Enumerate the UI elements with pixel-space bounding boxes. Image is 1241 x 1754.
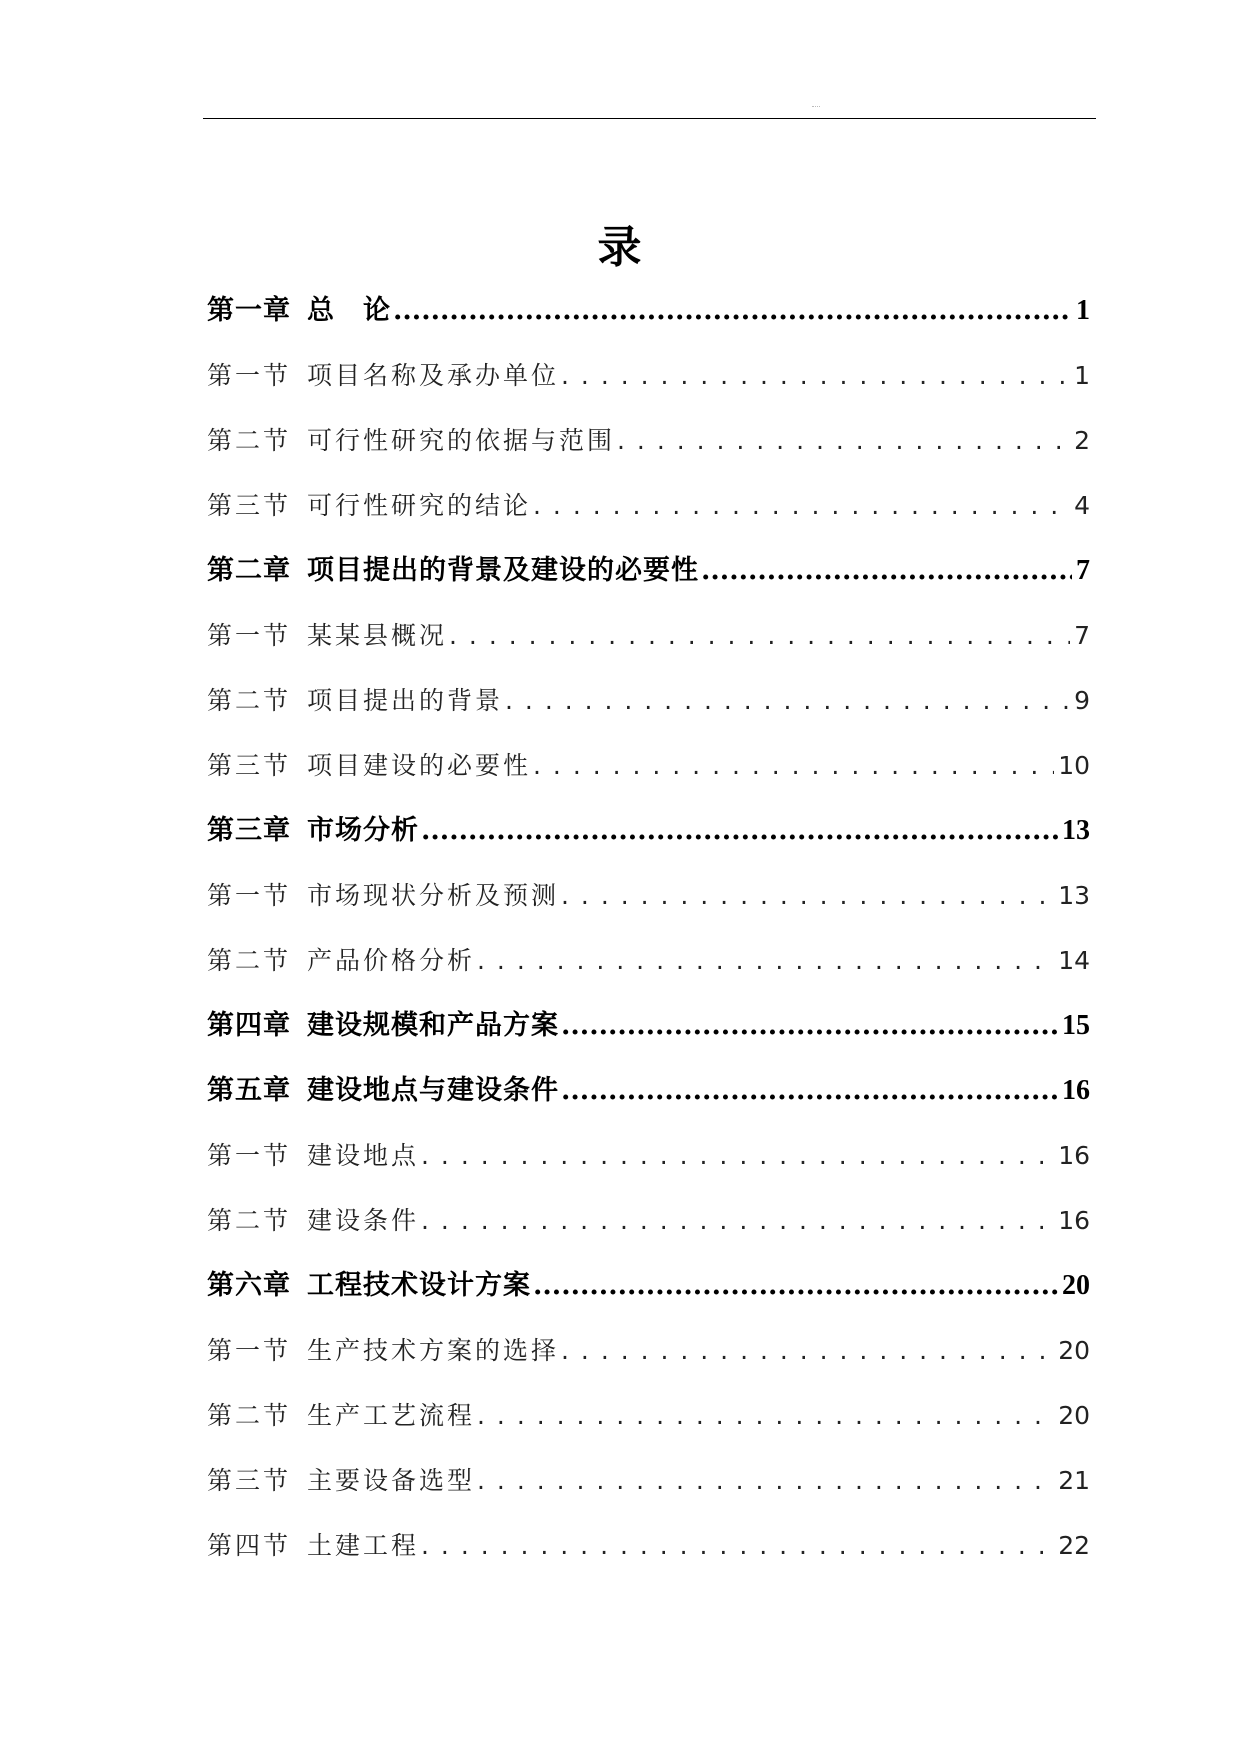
toc-page-number: 1 bbox=[1074, 361, 1090, 390]
toc-page-number: 20 bbox=[1058, 1336, 1090, 1365]
toc-entry-label bbox=[207, 603, 447, 668]
toc-entry-label bbox=[207, 538, 699, 603]
toc-chapter-entry[interactable] bbox=[207, 538, 1090, 603]
toc-entry-title: 市场分析 bbox=[307, 815, 419, 846]
toc-entry-title: 某某县概况 bbox=[307, 621, 448, 650]
toc-page-number: 15 bbox=[1062, 1010, 1090, 1041]
toc-dot-leader bbox=[561, 343, 1070, 408]
toc-dot-leader bbox=[533, 733, 1054, 798]
toc-entry-label bbox=[207, 1513, 419, 1578]
toc-entry-number: 第二节 bbox=[207, 686, 292, 715]
toc-entry-title: 生产技术方案的选择 bbox=[307, 1336, 560, 1365]
toc-entry-number: 第一节 bbox=[207, 881, 292, 910]
toc-page-number: 20 bbox=[1062, 1270, 1090, 1301]
toc-entry-number: 第三节 bbox=[207, 1466, 292, 1495]
toc-section-entry[interactable] bbox=[207, 408, 1090, 473]
toc-entry-label bbox=[207, 928, 475, 993]
toc-chapter-entry[interactable] bbox=[207, 993, 1090, 1058]
toc-section-entry[interactable] bbox=[207, 733, 1090, 798]
toc-entry-label bbox=[207, 1123, 419, 1188]
toc-page-number: 1 bbox=[1076, 295, 1090, 326]
toc-entry-title: 建设规模和产品方案 bbox=[307, 1010, 559, 1041]
toc-entry-title: 项目提出的背景及建设的必要性 bbox=[307, 555, 699, 586]
toc-entry-label bbox=[207, 733, 531, 798]
toc-page-number: 10 bbox=[1058, 751, 1090, 780]
toc-page-number: 14 bbox=[1058, 946, 1090, 975]
toc-entry-number: 第一节 bbox=[207, 621, 292, 650]
toc-dot-leader bbox=[477, 1383, 1054, 1448]
toc-entry-label bbox=[207, 863, 559, 928]
toc-entry-label bbox=[207, 343, 559, 408]
toc-entry-number: 第一章 bbox=[207, 295, 291, 326]
toc-entry-number: 第二节 bbox=[207, 1401, 292, 1430]
toc-dot-leader bbox=[561, 993, 1058, 1058]
toc-page-number: 9 bbox=[1074, 686, 1090, 715]
toc-entry-label bbox=[207, 1253, 531, 1318]
toc-entry-title: 项目建设的必要性 bbox=[307, 751, 532, 780]
toc-entry-number: 第一节 bbox=[207, 1141, 292, 1170]
toc-entry-number: 第二节 bbox=[207, 426, 292, 455]
toc-page-number: 13 bbox=[1058, 881, 1090, 910]
toc-section-entry[interactable] bbox=[207, 668, 1090, 733]
toc-entry-label bbox=[207, 1318, 559, 1383]
toc-entry-label bbox=[207, 473, 531, 538]
toc-entry-number: 第六章 bbox=[207, 1270, 291, 1301]
toc-entry-label bbox=[207, 1448, 475, 1513]
toc-entry-label bbox=[207, 993, 559, 1058]
toc-dot-leader bbox=[561, 863, 1054, 928]
toc-section-entry[interactable] bbox=[207, 343, 1090, 408]
toc-entry-title: 可行性研究的结论 bbox=[307, 491, 532, 520]
toc-section-entry[interactable] bbox=[207, 1318, 1090, 1383]
toc-page-number: 16 bbox=[1058, 1206, 1090, 1235]
toc-entry-number: 第四节 bbox=[207, 1531, 292, 1560]
toc-entry-title: 产品价格分析 bbox=[307, 946, 476, 975]
header-mark bbox=[812, 106, 820, 108]
toc-section-entry[interactable] bbox=[207, 863, 1090, 928]
toc-section-entry[interactable] bbox=[207, 603, 1090, 668]
toc-section-entry[interactable] bbox=[207, 1448, 1090, 1513]
toc-page-number: 16 bbox=[1062, 1075, 1090, 1106]
toc-dot-leader bbox=[617, 408, 1070, 473]
toc-dot-leader bbox=[561, 1318, 1054, 1383]
toc-entry-number: 第三节 bbox=[207, 491, 292, 520]
toc-entry-title: 工程技术设计方案 bbox=[307, 1270, 531, 1301]
toc-entry-title: 建设地点 bbox=[307, 1141, 420, 1170]
toc-dot-leader bbox=[393, 278, 1072, 343]
toc-page-number: 7 bbox=[1076, 555, 1090, 586]
toc-page-number: 16 bbox=[1058, 1141, 1090, 1170]
toc-section-entry[interactable] bbox=[207, 1188, 1090, 1253]
toc-entry-number: 第二节 bbox=[207, 946, 292, 975]
toc-entry-title: 生产工艺流程 bbox=[307, 1401, 476, 1430]
toc-entry-title: 可行性研究的依据与范围 bbox=[307, 426, 616, 455]
toc-section-entry[interactable] bbox=[207, 1383, 1090, 1448]
toc-dot-leader bbox=[561, 1058, 1058, 1123]
toc-dot-leader bbox=[533, 473, 1070, 538]
toc-dot-leader bbox=[421, 1123, 1054, 1188]
toc-chapter-entry[interactable] bbox=[207, 278, 1090, 343]
toc-chapter-entry[interactable] bbox=[207, 1058, 1090, 1123]
toc-section-entry[interactable] bbox=[207, 1513, 1090, 1578]
toc-entry-title: 项目提出的背景 bbox=[307, 686, 504, 715]
header-rule bbox=[203, 118, 1096, 119]
toc-entry-number: 第一节 bbox=[207, 1336, 292, 1365]
toc-section-entry[interactable] bbox=[207, 1123, 1090, 1188]
toc-page-number: 4 bbox=[1074, 491, 1090, 520]
toc-entry-title: 项目名称及承办单位 bbox=[307, 361, 560, 390]
toc-entry-number: 第五章 bbox=[207, 1075, 291, 1106]
toc-entry-label bbox=[207, 1383, 475, 1448]
toc-entry-title: 主要设备选型 bbox=[307, 1466, 476, 1495]
toc-page-number: 22 bbox=[1058, 1531, 1090, 1560]
toc-entry-title: 土建工程 bbox=[307, 1531, 420, 1560]
toc-page-number: 21 bbox=[1058, 1466, 1090, 1495]
toc-entry-title: 建设条件 bbox=[307, 1206, 420, 1235]
toc-dot-leader bbox=[505, 668, 1070, 733]
toc-dot-leader bbox=[533, 1253, 1058, 1318]
toc-dot-leader bbox=[421, 1513, 1054, 1578]
toc-page-number: 7 bbox=[1074, 621, 1090, 650]
toc-entry-title: 市场现状分析及预测 bbox=[307, 881, 560, 910]
toc-page-number: 20 bbox=[1058, 1401, 1090, 1430]
toc-entry-label bbox=[207, 1058, 559, 1123]
toc-entry-number: 第四章 bbox=[207, 1010, 291, 1041]
toc-entry-title: 总 论 bbox=[307, 295, 391, 326]
toc-entry-label bbox=[207, 278, 391, 343]
toc-entry-label bbox=[207, 668, 503, 733]
toc-entry-number: 第三节 bbox=[207, 751, 292, 780]
toc-entry-label bbox=[207, 408, 615, 473]
toc-dot-leader bbox=[477, 928, 1054, 993]
toc-entry-number: 第二章 bbox=[207, 555, 291, 586]
toc-chapter-entry[interactable] bbox=[207, 798, 1090, 863]
toc-entry-number: 第三章 bbox=[207, 815, 291, 846]
toc-dot-leader bbox=[449, 603, 1070, 668]
table-of-contents bbox=[207, 278, 1090, 1578]
toc-chapter-entry[interactable] bbox=[207, 1253, 1090, 1318]
toc-dot-leader bbox=[701, 538, 1072, 603]
toc-dot-leader bbox=[421, 798, 1058, 863]
toc-entry-label bbox=[207, 1188, 419, 1253]
toc-page-number: 13 bbox=[1062, 815, 1090, 846]
toc-title: 录 bbox=[597, 222, 644, 273]
toc-page-number: 2 bbox=[1074, 426, 1090, 455]
toc-section-entry[interactable] bbox=[207, 473, 1090, 538]
toc-section-entry[interactable] bbox=[207, 928, 1090, 993]
toc-entry-label bbox=[207, 798, 419, 863]
toc-dot-leader bbox=[477, 1448, 1054, 1513]
toc-entry-number: 第一节 bbox=[207, 361, 292, 390]
toc-entry-title: 建设地点与建设条件 bbox=[307, 1075, 559, 1106]
toc-entry-number: 第二节 bbox=[207, 1206, 292, 1235]
toc-dot-leader bbox=[421, 1188, 1054, 1253]
